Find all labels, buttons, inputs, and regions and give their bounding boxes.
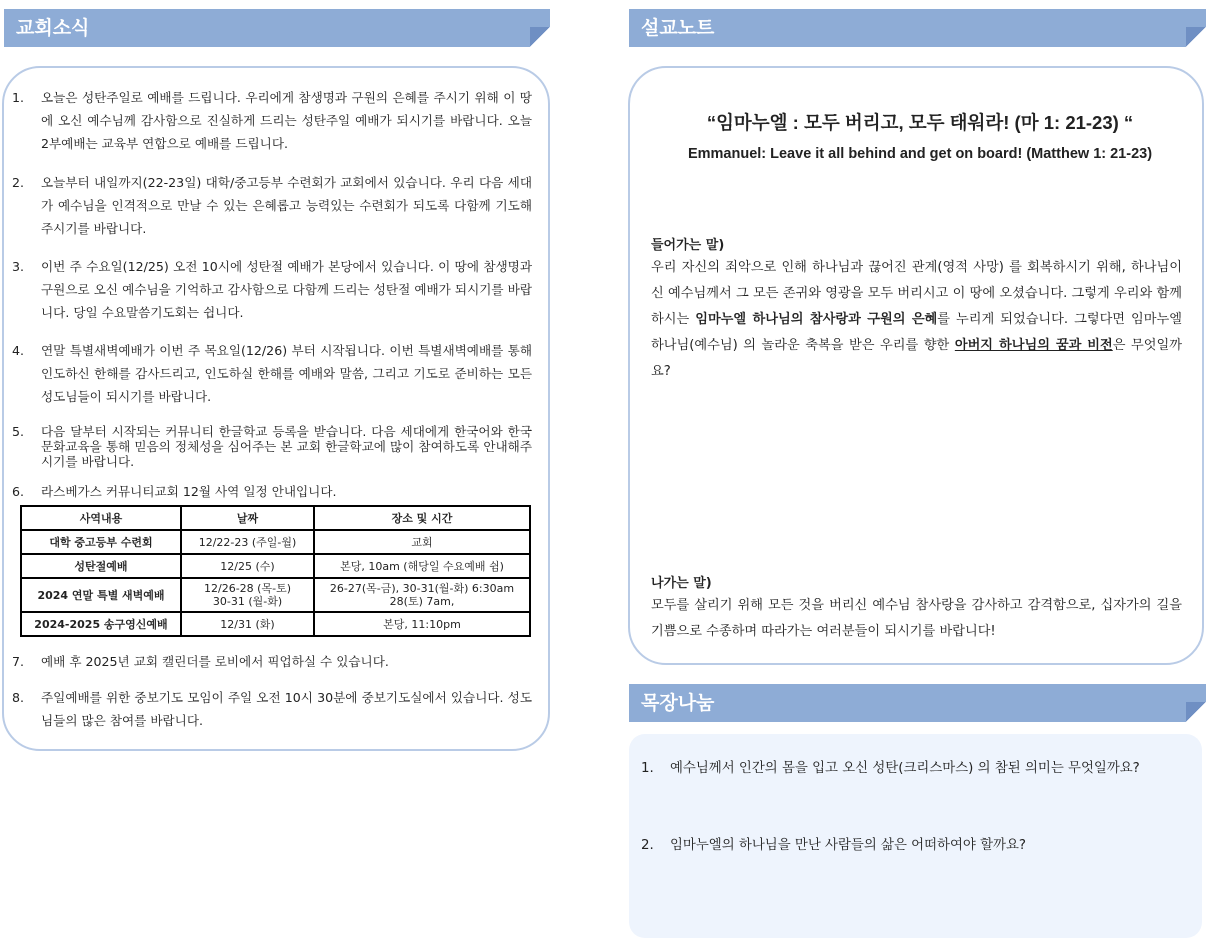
question-text: 예수님께서 인간의 몸을 입고 오신 성탄(크리스마스) 의 참된 의미는 무엇일까요? — [670, 761, 1140, 776]
table-header-cell: 날짜 — [181, 506, 314, 530]
banner-fold-corner — [1186, 702, 1206, 722]
table-header-row — [21, 506, 530, 530]
question-number: 2. — [641, 838, 654, 853]
news-item-number: 1. — [12, 90, 25, 105]
banner-fold-corner — [1186, 27, 1206, 47]
news-item-number: 8. — [12, 690, 25, 705]
intro-underlined-phrase: 아버지 하나님의 꿈과 비전 — [954, 338, 1113, 353]
sermon-title-korean: “임마누엘 : 모두 버리고, 모두 태워라! (마 1: 21-23) “ — [706, 112, 1134, 133]
news-item-text: 다음 달부터 시작되는 커뮤니티 한글학교 등록을 받습니다. 다음 세대에게 한국어와 한국문화교육을 통해 믿음의 정체성을 심어주는 본 교회 한글학교에 많이 참여하도록 안내해주시기를 바랍니다. — [41, 424, 532, 469]
table-row — [21, 578, 530, 612]
group-section-title: 목장나눔 — [641, 692, 715, 714]
table-row — [21, 612, 530, 636]
sermon-section-title: 설교노트 — [641, 17, 715, 39]
intro-text: 를 누리게 되었습니다. 그렇다면 임마누엘 하나님(예수님) 의 놀라운 축복을 받은 우리를 향한 — [651, 312, 1182, 353]
table-cell: 12/22-23 (주일-월) — [181, 530, 314, 554]
table-cell: 본당, 10am (해당일 수요예배 쉼) — [314, 554, 530, 578]
table-cell: 12/26-28 (목-토) 30-31 (월-화) — [181, 578, 314, 612]
news-section-title: 교회소식 — [16, 17, 90, 39]
news-item-number: 5. — [12, 424, 25, 439]
news-section-header — [4, 9, 550, 47]
outro-label: 나가는 말) — [651, 576, 712, 591]
intro-emphasis: 임마누엘 하나님의 참사랑과 구원의 은혜 — [695, 312, 938, 327]
table-cell: 대학 중고등부 수련회 — [21, 530, 181, 554]
news-item-text: 주일예배를 위한 중보기도 모임이 주일 오전 10시 30분에 중보기도실에서 있습니다. 성도님들의 많은 참여를 바랍니다. — [41, 690, 532, 728]
news-item-number: 6. — [12, 484, 25, 499]
question-text: 임마누엘의 하나님을 만난 사람들의 삶은 어떠하여야 할까요? — [670, 838, 1027, 853]
table-row — [21, 530, 530, 554]
news-item-text: 라스베가스 커뮤니티교회 12월 사역 일정 안내입니다. — [41, 484, 337, 499]
news-panel — [2, 66, 550, 751]
table-cell: 2024 연말 특별 새벽예배 — [21, 578, 181, 612]
news-item-text: 예배 후 2025년 교회 캘린더를 로비에서 픽업하실 수 있습니다. — [41, 654, 389, 669]
intro-text: 우리 자신의 죄악으로 인해 하나님과 끊어진 관계(영적 사망) 를 회복하시기 위해, 하나님이신 예수님께서 그 모든 존귀와 영광을 모두 버리시고 이 땅에 오셨습니다. 그렇게 우리와 함께하시는 — [651, 260, 1182, 327]
question-number: 1. — [641, 761, 654, 776]
news-item-number: 4. — [12, 343, 25, 358]
table-header-cell: 사역내용 — [21, 506, 181, 530]
sermon-section-header — [629, 9, 1206, 47]
table-cell: 2024-2025 송구영신예배 — [21, 612, 181, 636]
intro-text: 은 무엇일까요? — [651, 338, 1182, 379]
banner-fold-corner — [530, 27, 550, 47]
table-cell: 12/25 (수) — [181, 554, 314, 578]
news-item-text: 연말 특별새벽예배가 이번 주 목요일(12/26) 부터 시작됩니다. 이번 특별새벽예배를 통해 인도하신 한해를 감사드리고, 인도하실 한해를 예배와 말씀, 그리고 기도로 준비하는 모든 성도님들이 되시기를 바랍니다. — [41, 343, 532, 404]
table-cell: 성탄절예배 — [21, 554, 181, 578]
table-cell: 26-27(목-금), 30-31(월-화) 6:30am 28(토) 7am, — [314, 578, 530, 612]
news-item-text: 오늘부터 내일까지(22-23일) 대학/중고등부 수련회가 교회에서 있습니다. 우리 다음 세대가 예수님을 인격적으로 만날 수 있는 은혜롭고 능력있는 수련회가 되도록 다함께 기도해주시기를 바랍니다. — [41, 175, 532, 236]
news-item-number: 3. — [12, 259, 25, 274]
table-cell: 교회 — [314, 530, 530, 554]
news-item-number: 2. — [12, 175, 25, 190]
news-item-number: 7. — [12, 654, 25, 669]
intro-label: 들어가는 말) — [651, 238, 725, 253]
table-row — [21, 554, 530, 578]
table-cell: 본당, 11:10pm — [314, 612, 530, 636]
outro-paragraph: 모두를 살리기 위해 모든 것을 버리신 예수님 참사랑을 감사하고 감격함으로, 십자가의 길을 기쁨으로 수종하며 따라가는 여러분들이 되시기를 바랍니다! — [651, 598, 1182, 639]
news-item-text: 이번 주 수요일(12/25) 오전 10시에 성탄절 예배가 본당에서 있습니다. 이 땅에 참생명과 구원으로 오신 예수님을 기억하고 감사함으로 다함께 드리는 성탄절 예배가 되시기를 바랍니다. 당일 수요말씀기도회는 쉽니다. — [41, 259, 532, 320]
news-item-text: 오늘은 성탄주일로 예배를 드립니다. 우리에게 참생명과 구원의 은혜를 주시기 위해 이 땅에 오신 예수님께 감사함으로 진실하게 드리는 성탄주일 예배가 되시기를 바랍니다. 오늘 2부예배는 교육부 연합으로 예배를 드립니다. — [41, 90, 532, 151]
sermon-title-english: Emmanuel: Leave it all behind and get on board! (Matthew 1: 21-23) — [687, 146, 1153, 162]
intro-paragraph — [651, 255, 1182, 385]
table-header-cell: 장소 및 시간 — [314, 506, 530, 530]
schedule-table — [20, 505, 531, 637]
group-section-header — [629, 684, 1206, 722]
table-cell: 12/31 (화) — [181, 612, 314, 636]
